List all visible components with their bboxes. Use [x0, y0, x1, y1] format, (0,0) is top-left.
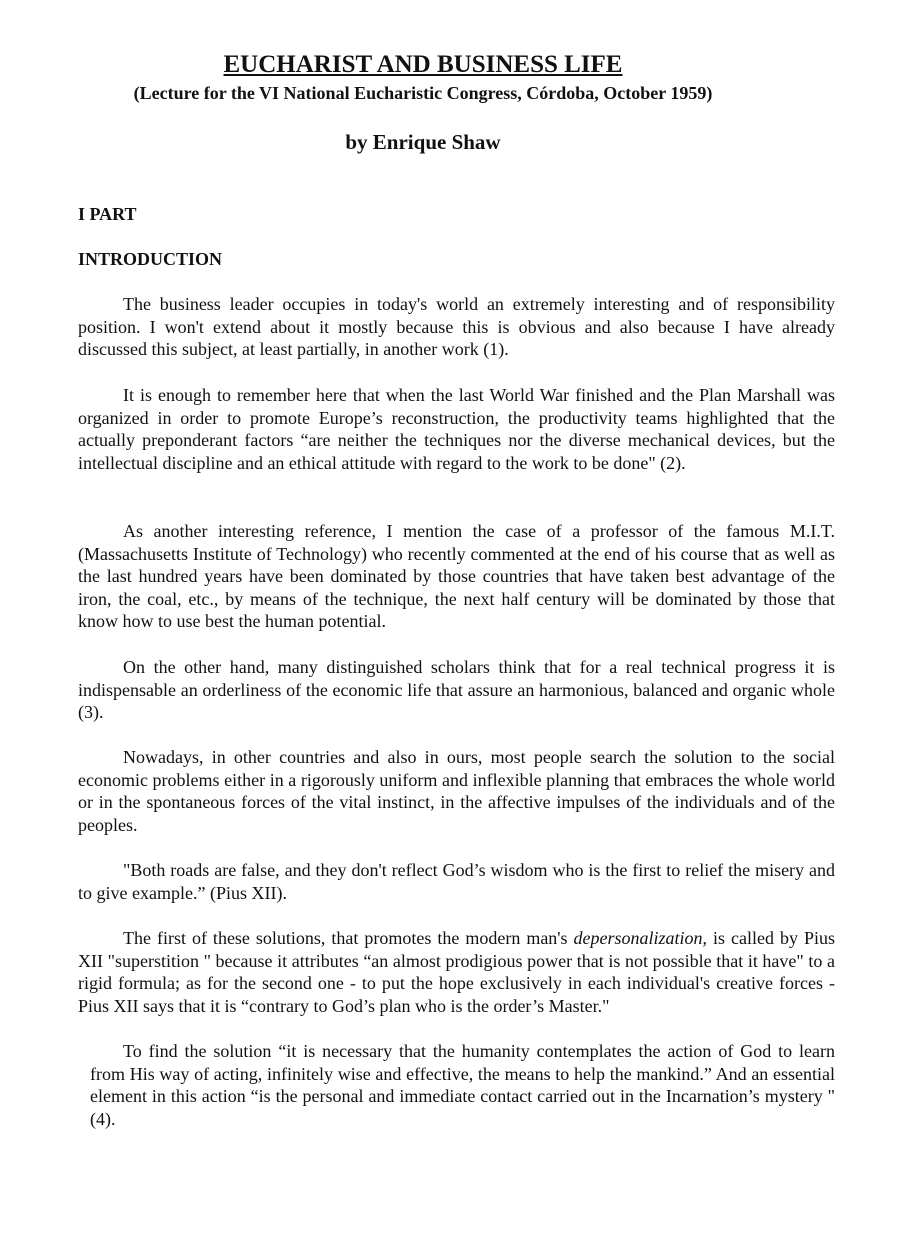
paragraph-3: As another interesting reference, I mention the case of a professor of the famous M.I.T. (Massachusetts Institute of Technology) who recently commented at the end of his course that as well as the last hundred years have been dominated by those countries that have taken best advantage of the iron, the coal, etc., by means of the technique, the next half century will be dominated by those that know how to use best the human potential.: [78, 521, 835, 632]
paragraph-1: The business leader occupies in today's world an extremely interesting and of responsibility position. I won't extend about it mostly because this is obvious and also because I have already discussed this subject, at least partially, in another work (1).: [78, 294, 835, 360]
paragraph-7-emphasis: depersonalization,: [573, 928, 708, 948]
paragraph-7-text-a: The first of these solutions, that promotes the modern man's: [123, 928, 574, 948]
part-heading: I PART: [78, 204, 137, 224]
document-subtitle: (Lecture for the VI National Eucharistic Congress, Córdoba, October 1959): [133, 83, 713, 103]
paragraph-2: It is enough to remember here that when the last World War finished and the Plan Marshall was organized in order to promote Europe’s reconstruction, the productivity teams highlighted that the actually preponderant factors “are neither the techniques nor the diverse mechanical devices, but the intellectual discipline and an ethical attitude with regard to the work to be done" (2).: [78, 385, 835, 473]
paragraph-7: [78, 927, 835, 1017]
introduction-heading: INTRODUCTION: [78, 249, 223, 269]
paragraph-6: "Both roads are false, and they don't reflect God’s wisdom who is the first to relief the misery and to give example.” (Pius XII).: [78, 860, 835, 903]
paragraph-5: Nowadays, in other countries and also in ours, most people search the solution to the social economic problems either in a rigorously uniform and inflexible planning that embraces the whole world or in the spontaneous forces of the vital instinct, in the affective impulses of the individuals and of the peoples.: [78, 747, 835, 835]
document-author: by Enrique Shaw: [345, 130, 501, 154]
paragraph-4: On the other hand, many distinguished scholars think that for a real technical progress it is indispensable an orderliness of the economic life that assure an harmonious, balanced and organic whole (3).: [78, 657, 835, 723]
paragraph-7-text-b: is called by Pius XII "superstition " because it attributes “an almost prodigious power that is not possible that it have" to a rigid formula; as for the second one - to put the hope exclusively in each individual's creative forces - Pius XII says that it is “contrary to God’s plan who is the order’s Master.": [78, 928, 835, 1016]
document-title: EUCHARIST AND BUSINESS LIFE: [223, 51, 623, 78]
paragraph-8: To find the solution “it is necessary that the humanity contemplates the action of God to learn from His way of acting, infinitely wise and effective, the means to help the mankind.” And an essential element in this action “is the personal and immediate contact carried out in the Incarnation’s mystery " (4).: [90, 1041, 835, 1129]
